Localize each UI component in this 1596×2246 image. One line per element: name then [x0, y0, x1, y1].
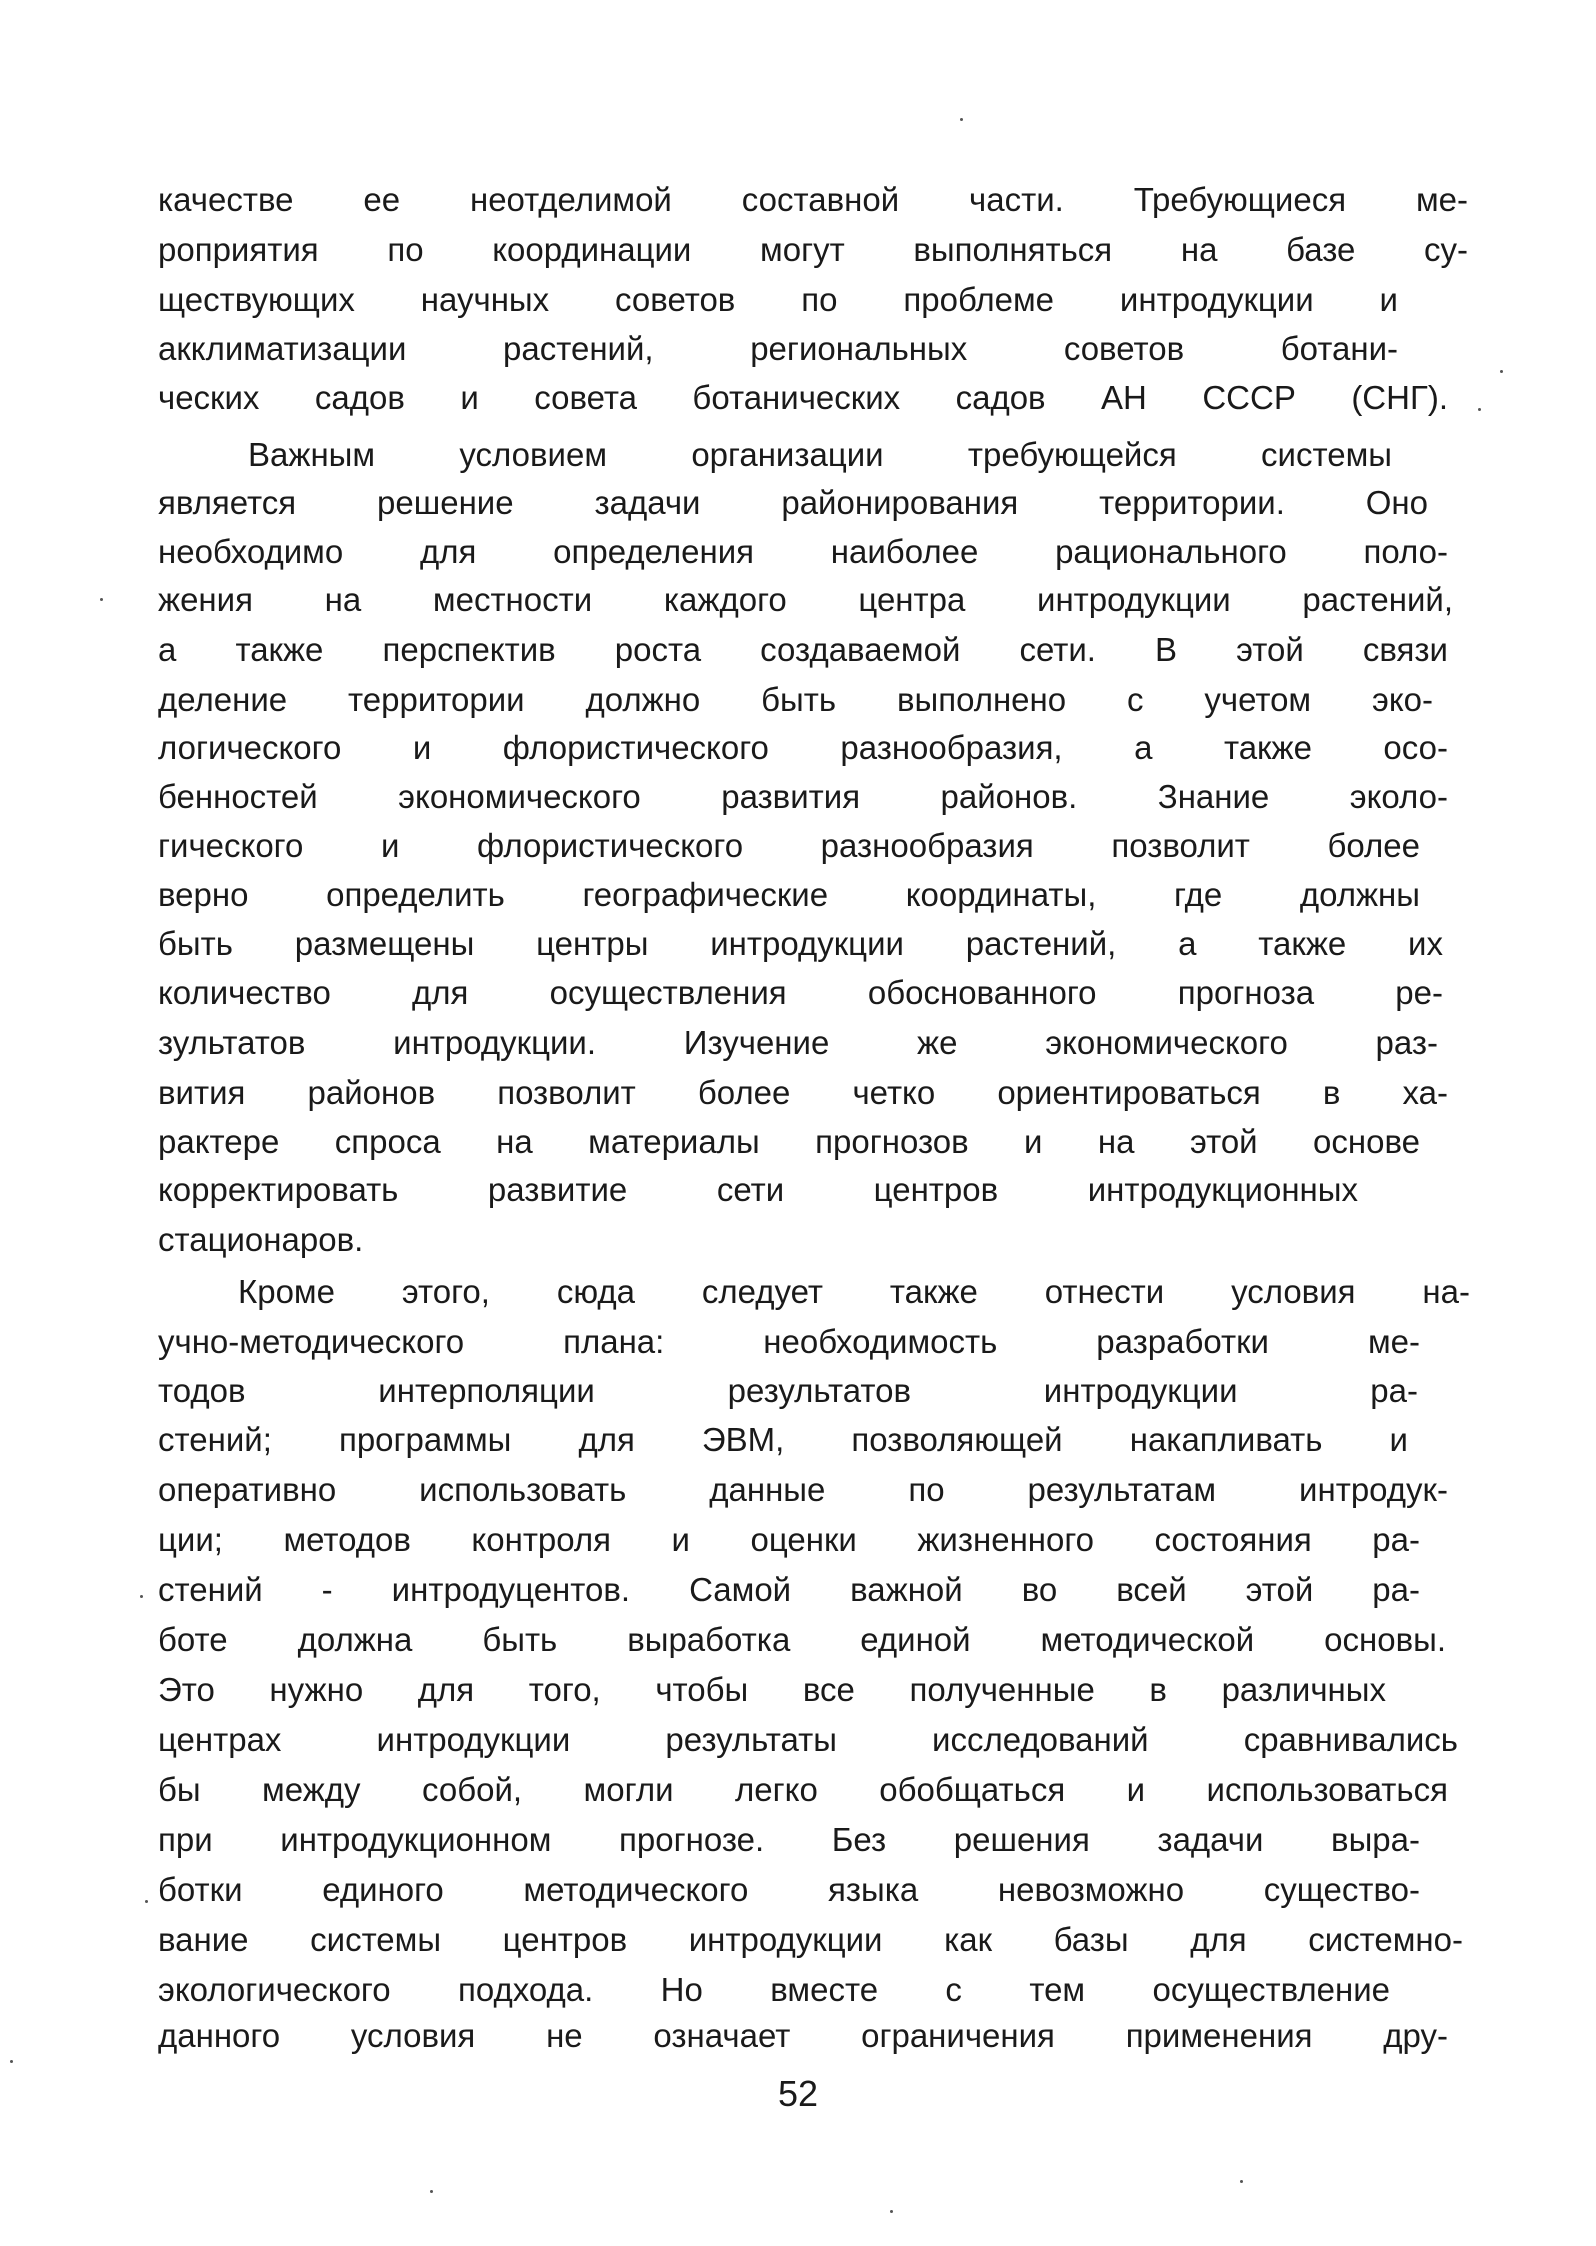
text-line: а также перспектив роста создаваемой сети. В этой связи: [158, 631, 1448, 668]
text-line: центрах интродукции результаты исследований сравнивались: [158, 1721, 1458, 1758]
text-line: бы между собой, могли легко обобщаться и использоваться: [158, 1771, 1448, 1808]
scan-speck: [140, 1595, 143, 1598]
text-line: ботки единого методического языка невозможно существо-: [158, 1871, 1420, 1908]
text-line: логического и флористического разнообразия, а также осо-: [158, 729, 1448, 766]
text-line: ческих садов и совета ботанических садов АН СССР (СНГ).: [158, 379, 1448, 416]
text-line: быть размещены центры интродукции растений, а также их: [158, 925, 1443, 962]
text-line: Важным условием организации требующейся системы: [248, 436, 1392, 473]
scan-speck: [430, 2190, 433, 2193]
scan-speck: [100, 598, 103, 601]
text-line: жения на местности каждого центра интродукции растений,: [158, 581, 1453, 618]
text-line: зультатов интродукции. Изучение же экономического раз-: [158, 1024, 1438, 1061]
scan-speck: [145, 1900, 148, 1903]
text-line: деление территории должно быть выполнено с учетом эко-: [158, 681, 1433, 718]
text-line: необходимо для определения наиболее рационального поло-: [158, 533, 1448, 570]
text-line: стений; программы для ЭВМ, позволяющей накапливать и: [158, 1421, 1408, 1458]
scan-speck: [1240, 2180, 1243, 2183]
scan-speck: [10, 2060, 13, 2063]
text-line: вание системы центров интродукции как базы для системно-: [158, 1921, 1463, 1958]
text-line: вития районов позволит более четко ориентироваться в ха-: [158, 1074, 1448, 1111]
text-line: верно определить географические координаты, где должны: [158, 876, 1420, 913]
text-line: Кроме этого, сюда следует также отнести условия на-: [238, 1273, 1470, 1310]
text-line: корректировать развитие сети центров интродукционных: [158, 1171, 1358, 1208]
scan-speck: [960, 118, 963, 121]
text-line: рактере спроса на материалы прогнозов и на этой основе: [158, 1123, 1420, 1160]
text-line: при интродукционном прогнозе. Без решения задачи выра-: [158, 1821, 1420, 1858]
text-line: оперативно использовать данные по результатам интродук-: [158, 1471, 1448, 1508]
scan-speck: [890, 2210, 893, 2213]
text-line: боте должна быть выработка единой методической основы.: [158, 1621, 1446, 1658]
text-line: стационаров.: [158, 1221, 364, 1258]
text-line: ции; методов контроля и оценки жизненного состояния ра-: [158, 1521, 1420, 1558]
text-line: роприятия по координации могут выполняться на базе су-: [158, 231, 1468, 268]
text-line: экологического подхода. Но вместе с тем осуществление: [158, 1971, 1390, 2008]
page-number: 52: [777, 2073, 819, 2114]
text-line: акклиматизации растений, региональных советов ботани-: [158, 330, 1398, 367]
text-line: стений - интродуцентов. Самой важной во всей этой ра-: [158, 1571, 1420, 1608]
text-line: количество для осуществления обоснованного прогноза ре-: [158, 974, 1443, 1011]
text-line: ществующих научных советов по проблеме интродукции и: [158, 281, 1398, 318]
scan-speck: [1500, 370, 1503, 373]
text-line: качестве ее неотделимой составной части. Требующиеся ме-: [158, 181, 1468, 218]
text-line: бенностей экономического развития районов. Знание эколо-: [158, 778, 1448, 815]
text-line: учно-методического плана: необходимость разработки ме-: [158, 1323, 1420, 1360]
text-line: является решение задачи районирования территории. Оно: [158, 484, 1428, 521]
text-line: гического и флористического разнообразия позволит более: [158, 827, 1420, 864]
text-line: данного условия не означает ограничения применения дру-: [158, 2017, 1448, 2054]
text-line: тодов интерполяции результатов интродукции ра-: [158, 1372, 1418, 1409]
scan-speck: [1478, 408, 1481, 411]
text-line: Это нужно для того, чтобы все полученные в различных: [158, 1671, 1386, 1708]
